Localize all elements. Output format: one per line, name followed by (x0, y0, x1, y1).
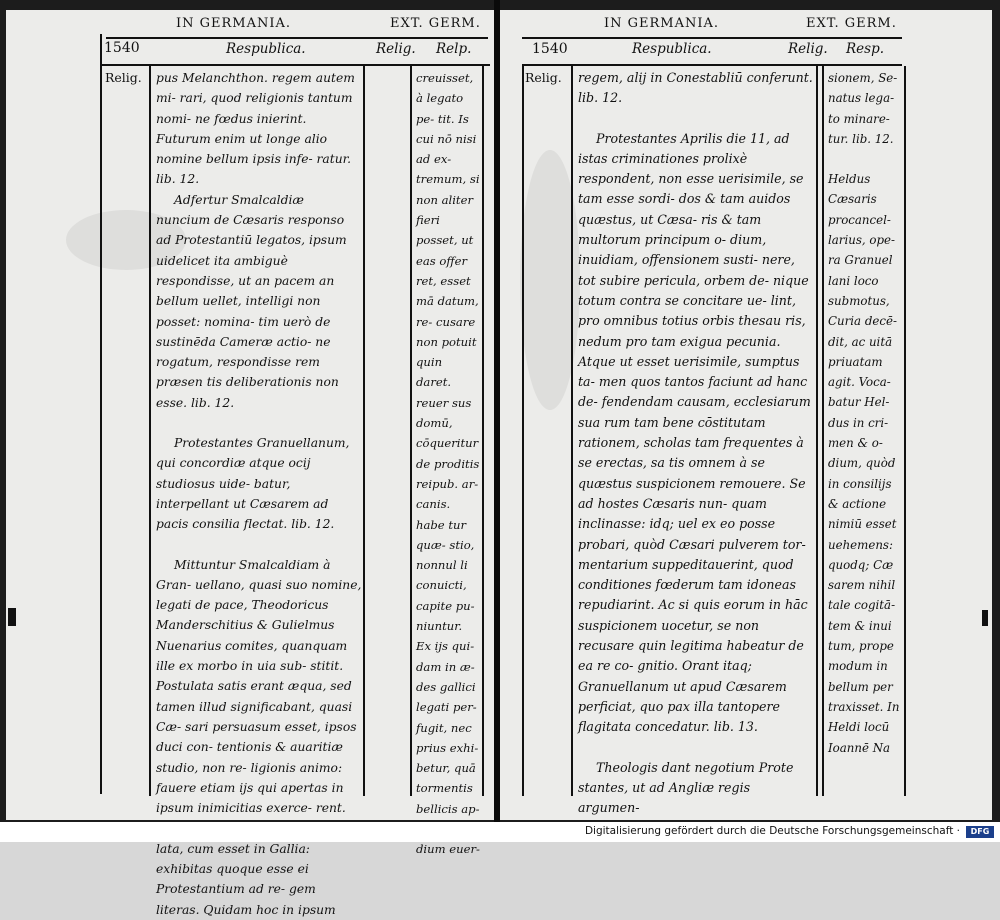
header-rule-top (522, 37, 902, 39)
dfg-logo-icon: DFG (966, 826, 994, 838)
main-paragraph: Theologis dant negotium Prote stantes, ut ad Angliæ regis argumen- (578, 759, 794, 816)
right-running-head: IN GERMANIA. (604, 16, 720, 31)
right-running-head-right: EXT. GERM. (806, 16, 897, 31)
right-title: Respublica. (632, 41, 712, 57)
main-paragraph: Protestantes Granuellanum, qui concordiæ atque ocij studiosus uide- batur, interpellant ut Cæsarem ad pacis consilia flectat. lib. 12. (156, 436, 350, 532)
main-paragraph: Adfertur Smalcaldiæ nuncium de Cæsaris responso ad Protestantiū legatos, ipsum uidelicet ita ambiguè respondisse, ut an pacem an bellum uellet, intelligi non posset: nomina- tim uerò de sustinēda Cameræ actio- ne rogatum, respondisse rem præsen tis deliberationis non esse. lib. 12. (156, 192, 347, 410)
right-col-relig: Relig. (788, 41, 828, 57)
left-outer-rule (100, 34, 102, 794)
header-rule-top (106, 37, 488, 39)
side-column-rule-left (816, 66, 818, 796)
side-paragraph: Ex ijs qui- dam in æ- des gallici legati per- fugit, nec prius exhi- betur, quā tormentis bellicis ap- dium euer- (416, 639, 480, 857)
side-column-rule-mid (410, 66, 412, 796)
main-paragraph: pus Melanchthon. regem autem mi- rari, quod religionis tantum nomi- ne fœdus inierint. Futurum enim ut longe alio nomine bellum ipsis infe- ratur. lib. 12. (156, 71, 355, 187)
left-title: Respublica. (226, 41, 306, 57)
left-page (6, 10, 494, 917)
right-year: 1540 (532, 41, 568, 57)
side-paragraph: Heldus Cæsaris procancel- larius, ope- ra Granuel lani loco submotus, Curia decē- dit, ac uitā priuatam agit. Voca- batur Hel- dus in cri- men & o- dium, quòd in consilijs & actione nimiū esset uehemens: quodq; Cæ sarem nihil tale cogitā- tem & inui tum, prope modum in bellum per traxisset. In Heldi locū Ioannē Na (828, 172, 900, 755)
page-edge-mark (8, 608, 16, 626)
left-running-head-right: EXT. GERM. (390, 16, 481, 31)
left-running-head: IN GERMANIA. (176, 16, 292, 31)
side-column-rule-left (363, 66, 365, 796)
left-margin-tag: Relig. (105, 70, 142, 85)
left-year: 1540 (104, 40, 140, 56)
right-outer-rule (522, 66, 524, 796)
side-column-rule-right (904, 66, 906, 796)
side-column-rule-mid (822, 66, 824, 796)
left-side-column (416, 68, 480, 860)
left-col-resp: Relp. (436, 41, 472, 57)
digitization-footer (0, 822, 1000, 842)
right-side-column (828, 68, 902, 758)
footer-credit-text: Digitalisierung gefördert durch die Deutsche Forschungsgemeinschaft · (584, 825, 960, 837)
left-col-relig: Relig. (376, 41, 416, 57)
main-paragraph: regem, alij in Conestabliū conferunt. lib. 12. (578, 70, 813, 106)
margin-column-rule (149, 66, 151, 796)
main-paragraph: Protestantes Aprilis die 11, ad istas criminationes prolixè respondent, non esse uerisimile, se tam esse sordi- dos & tam auidos quæstus, ut Cæsa- ris & tam multorum principum o- dium, inuidiam, offensionem susti- nere, tot subire pericula, orbem de- nique totum contra se concitare ue- lint, pro omnibus totius orbis thesau ris, nedum pro tam exigua pecunia. Atque ut esset uerisimile, sumptus ta- men quos tantos faciunt ad hanc de- fendendam causam, ecclesiarum sua rum tam bene cōstitutam rationem, scholas tam frequentes à se erectas, sa tis omnem à se quæstus suspicionem remouere. Se ad hostes Cæsaris nun- quam inclinasse: idq; uel ex eo posse probari, quòd Cæsari pulverem tor- mentarium suppeditauerint, quod conditiones fœderum tam idoneas repudiarint. Ac si quis eorum in hāc suspicionem uocetur, se non recusare quin legitima habeatur de ea re co- gnitio. Orant itaq; Granuellanum ut apud Cæsarem perficiat, quo pax illa tantopere flagitata concedatur. lib. 13. (578, 130, 811, 735)
side-paragraph: sionem, Se- natus lega- to minare- tur. lib. 12. (828, 71, 898, 146)
right-main-column (578, 68, 814, 818)
right-margin-tag: Relig. (525, 70, 562, 85)
left-main-column (156, 68, 362, 920)
side-column-rule-right (482, 66, 484, 796)
header-rule-bottom (522, 64, 902, 66)
right-col-resp: Resp. (846, 41, 885, 57)
margin-column-rule (571, 66, 573, 796)
page-edge-mark (982, 610, 988, 626)
header-rule-bottom (100, 64, 490, 66)
side-paragraph: creuisset, à legato pe- tit. Is cui nō nisi ad ex- tremum, si non aliter fieri posset, ut eas offer ret, esset mā datum, re- cusare non potuit quin daret. reuer sus domū, cōqueritur de proditis reipub. ar- canis. habe tur quæ- stio, nonnul li conuicti, capite pu- niuntur. (416, 71, 480, 634)
right-page (500, 10, 992, 820)
main-paragraph: Mittuntur Smalcaldiam à Gran- uellano, quasi suo nomine, legati de pace, Theodoricus Manderschitius & Gulielmus Nuenarius comites, quanquam ille ex morbo in uia sub- stitit. Postulata satis erant æqua, sed tamen illud significabant, quasi Cæ- sari persuasum esset, ipsos duci con- tentionis & auaritiæ studio, non re- ligionis animo: fauere etiam ijs qui apertas in ipsum inimicitias exerce- rent. lata, cum esset in Gallia: exhibitas quoque esse ei Protestantium ad re- gem literas. Quidam hoc in ipsum (156, 557, 362, 917)
